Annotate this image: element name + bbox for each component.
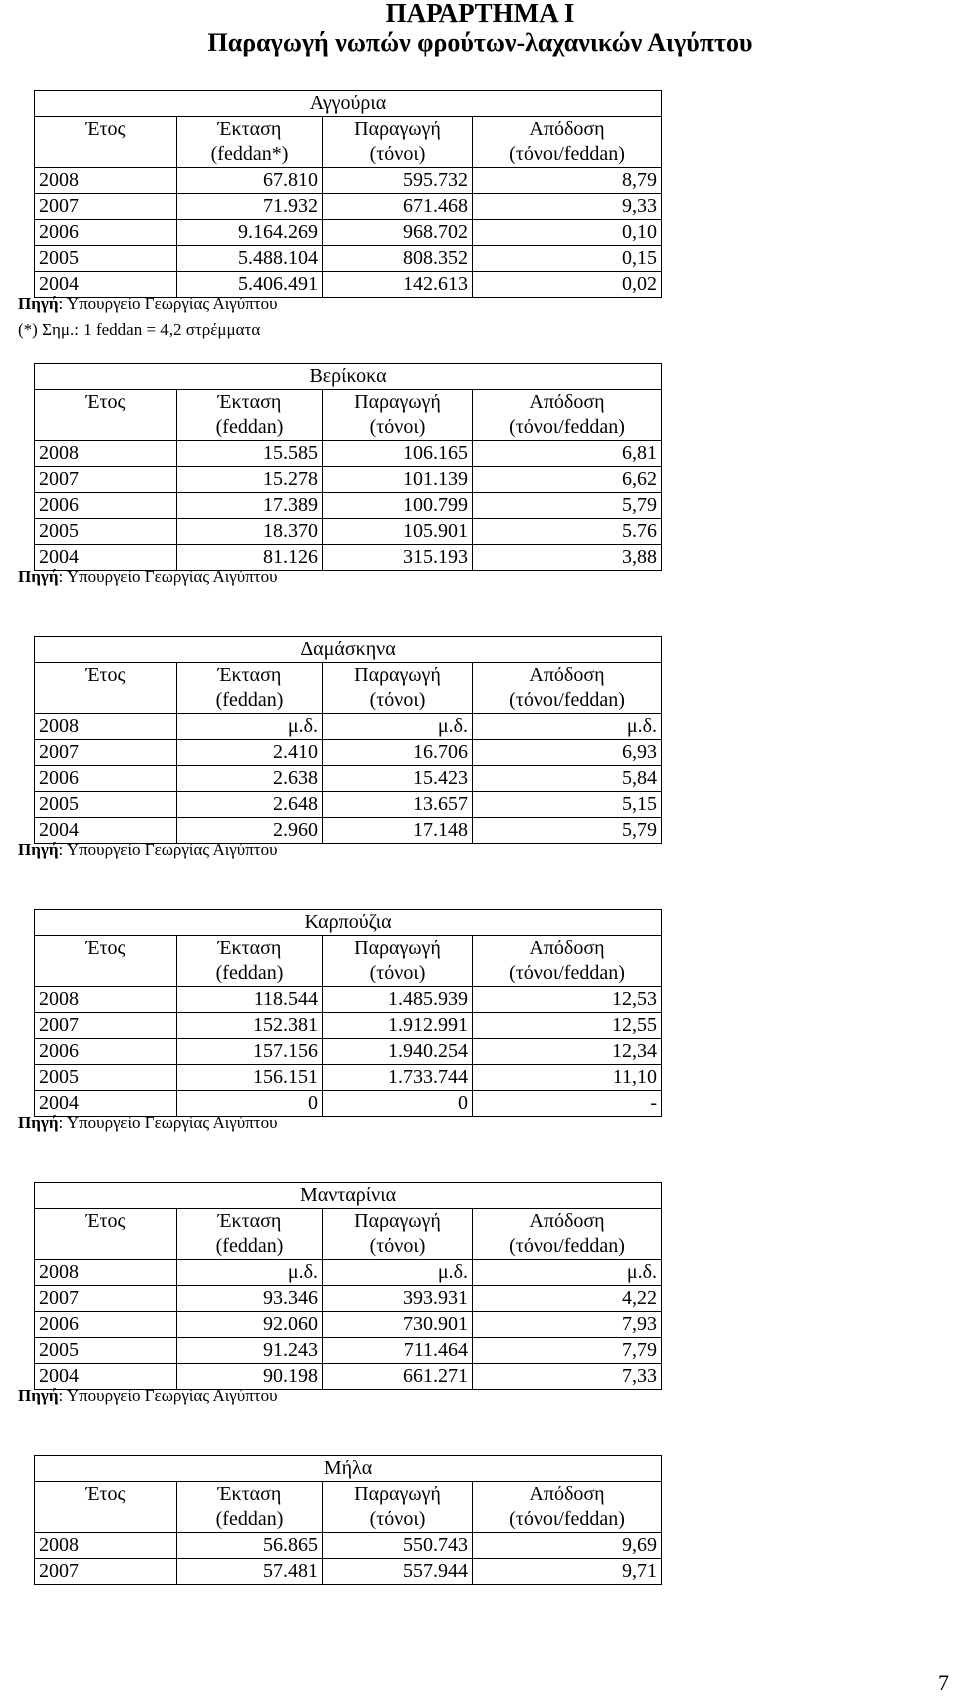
source-text: : Υπουργείο Γεωργίας Αιγύπτου — [58, 840, 278, 859]
cell-production: μ.δ. — [323, 714, 473, 740]
cell-area: 0 — [177, 1091, 323, 1117]
cell-year: 2004 — [35, 1364, 177, 1390]
cell-area: 5.488.104 — [177, 246, 323, 272]
source-label: Πηγή — [18, 1113, 59, 1132]
table-row — [35, 168, 662, 194]
table-row — [35, 1260, 662, 1286]
cell-year: 2007 — [35, 467, 177, 493]
table-row — [35, 1065, 662, 1091]
table-row — [35, 1013, 662, 1039]
cell-yield: 9,71 — [473, 1559, 662, 1585]
unit-area: (feddan) — [177, 415, 323, 441]
cell-yield: 4,22 — [473, 1286, 662, 1312]
table-title-row — [35, 1183, 662, 1209]
cell-yield: - — [473, 1091, 662, 1117]
cell-area: 67.810 — [177, 168, 323, 194]
source-note — [18, 1112, 278, 1134]
table-row — [35, 740, 662, 766]
cell-area: 2.648 — [177, 792, 323, 818]
cell-yield: 0,10 — [473, 220, 662, 246]
table-row — [35, 987, 662, 1013]
table-row — [35, 766, 662, 792]
cell-yield: 5,79 — [473, 493, 662, 519]
cell-year: 2006 — [35, 220, 177, 246]
unit-year-empty — [35, 1507, 177, 1533]
cell-yield: 6,62 — [473, 467, 662, 493]
cell-year: 2004 — [35, 1091, 177, 1117]
cell-area: 57.481 — [177, 1559, 323, 1585]
header-area: Έκταση — [177, 390, 323, 416]
header-yield: Απόδοση — [473, 936, 662, 962]
cell-year: 2006 — [35, 1312, 177, 1338]
cell-yield: 7,33 — [473, 1364, 662, 1390]
cell-area: 2.960 — [177, 818, 323, 844]
unit-production: (τόνοι) — [323, 961, 473, 987]
source-text: : Υπουργείο Γεωργίας Αιγύπτου — [58, 294, 278, 313]
cell-year: 2005 — [35, 792, 177, 818]
cell-production: 315.193 — [323, 545, 473, 571]
header-area: Έκταση — [177, 1209, 323, 1235]
cell-production: 557.944 — [323, 1559, 473, 1585]
cell-yield: 5,84 — [473, 766, 662, 792]
unit-production: (τόνοι) — [323, 1234, 473, 1260]
cell-area: 71.932 — [177, 194, 323, 220]
cell-area: 5.406.491 — [177, 272, 323, 298]
cell-yield: 8,79 — [473, 168, 662, 194]
cell-production: 1.733.744 — [323, 1065, 473, 1091]
table-title-row — [35, 364, 662, 390]
cell-area: 90.198 — [177, 1364, 323, 1390]
cell-area: 156.151 — [177, 1065, 323, 1091]
production-table — [34, 636, 662, 844]
unit-yield: (τόνοι/feddan) — [473, 142, 662, 168]
table-header-row — [35, 1209, 662, 1235]
table-units-row — [35, 1507, 662, 1533]
unit-area: (feddan) — [177, 688, 323, 714]
cell-production: 15.423 — [323, 766, 473, 792]
cell-year: 2005 — [35, 246, 177, 272]
cell-area: 152.381 — [177, 1013, 323, 1039]
cell-production: μ.δ. — [323, 1260, 473, 1286]
cell-year: 2004 — [35, 545, 177, 571]
unit-yield: (τόνοι/feddan) — [473, 688, 662, 714]
unit-year-empty — [35, 142, 177, 168]
page-number: 7 — [938, 1670, 949, 1695]
unit-yield: (τόνοι/feddan) — [473, 1507, 662, 1533]
header-year: Έτος — [35, 1209, 177, 1235]
cell-area: 18.370 — [177, 519, 323, 545]
cell-area: 118.544 — [177, 987, 323, 1013]
source-label: Πηγή — [18, 567, 59, 586]
unit-yield: (τόνοι/feddan) — [473, 961, 662, 987]
source-note — [18, 293, 278, 315]
header-yield: Απόδοση — [473, 1482, 662, 1508]
table-row — [35, 1286, 662, 1312]
table-row — [35, 493, 662, 519]
unit-yield: (τόνοι/feddan) — [473, 1234, 662, 1260]
table-header-row — [35, 936, 662, 962]
unit-area: (feddan) — [177, 1507, 323, 1533]
production-table — [34, 909, 662, 1117]
cell-area: 17.389 — [177, 493, 323, 519]
table-row — [35, 1039, 662, 1065]
unit-area: (feddan) — [177, 1234, 323, 1260]
table-row — [35, 1559, 662, 1585]
table-header-row — [35, 1482, 662, 1508]
cell-area: 93.346 — [177, 1286, 323, 1312]
table-header-row — [35, 663, 662, 689]
feddan-conversion-note: (*) Σημ.: 1 feddan = 4,2 στρέμματα — [18, 320, 261, 339]
cell-year: 2008 — [35, 1260, 177, 1286]
cell-year: 2006 — [35, 1039, 177, 1065]
product-name: Μανταρίνια — [35, 1183, 662, 1209]
cell-area: 92.060 — [177, 1312, 323, 1338]
table-units-row — [35, 415, 662, 441]
cell-area: μ.δ. — [177, 1260, 323, 1286]
table-row — [35, 519, 662, 545]
production-table — [34, 363, 662, 571]
table-row — [35, 246, 662, 272]
unit-production: (τόνοι) — [323, 1507, 473, 1533]
cell-yield: 0,02 — [473, 272, 662, 298]
cell-production: 106.165 — [323, 441, 473, 467]
table-units-row — [35, 142, 662, 168]
cell-production: 105.901 — [323, 519, 473, 545]
cell-yield: 5,79 — [473, 818, 662, 844]
cell-yield: 0,15 — [473, 246, 662, 272]
cell-yield: 5,15 — [473, 792, 662, 818]
cell-year: 2004 — [35, 272, 177, 298]
cell-area: 91.243 — [177, 1338, 323, 1364]
header-year: Έτος — [35, 1482, 177, 1508]
table-title-row — [35, 910, 662, 936]
production-table — [34, 1455, 662, 1585]
header-production: Παραγωγή — [323, 1209, 473, 1235]
source-note — [18, 566, 278, 588]
page-title: ΠΑΡΑΡΤΗΜΑ Ι — [385, 0, 575, 28]
cell-yield: μ.δ. — [473, 1260, 662, 1286]
product-name: Μήλα — [35, 1456, 662, 1482]
header-area: Έκταση — [177, 1482, 323, 1508]
source-text: : Υπουργείο Γεωργίας Αιγύπτου — [58, 1386, 278, 1405]
table-row — [35, 441, 662, 467]
table-units-row — [35, 1234, 662, 1260]
cell-production: 101.139 — [323, 467, 473, 493]
header-yield: Απόδοση — [473, 390, 662, 416]
cell-year: 2005 — [35, 1338, 177, 1364]
cell-yield: 6,81 — [473, 441, 662, 467]
product-name: Δαμάσκηνα — [35, 637, 662, 663]
source-label: Πηγή — [18, 294, 59, 313]
cell-yield: 6,93 — [473, 740, 662, 766]
cell-year: 2007 — [35, 194, 177, 220]
header-year: Έτος — [35, 390, 177, 416]
cell-year: 2008 — [35, 987, 177, 1013]
cell-production: 730.901 — [323, 1312, 473, 1338]
page-subtitle: Παραγωγή νωπών φρούτων-λαχανικών Αιγύπτου — [207, 28, 753, 57]
table-title-row — [35, 91, 662, 117]
source-text: : Υπουργείο Γεωργίας Αιγύπτου — [58, 1113, 278, 1132]
cell-production: 1.485.939 — [323, 987, 473, 1013]
production-table — [34, 1182, 662, 1390]
product-name: Αγγούρια — [35, 91, 662, 117]
table-title-row — [35, 637, 662, 663]
cell-production: 13.657 — [323, 792, 473, 818]
cell-year: 2007 — [35, 1286, 177, 1312]
table-row — [35, 1533, 662, 1559]
cell-production: 142.613 — [323, 272, 473, 298]
cell-area: 157.156 — [177, 1039, 323, 1065]
table-row — [35, 1338, 662, 1364]
cell-area: 9.164.269 — [177, 220, 323, 246]
cell-year: 2005 — [35, 519, 177, 545]
unit-year-empty — [35, 688, 177, 714]
header-production: Παραγωγή — [323, 663, 473, 689]
header-area: Έκταση — [177, 663, 323, 689]
cell-production: 393.931 — [323, 1286, 473, 1312]
cell-year: 2004 — [35, 818, 177, 844]
source-text: : Υπουργείο Γεωργίας Αιγύπτου — [58, 567, 278, 586]
cell-yield: 3,88 — [473, 545, 662, 571]
table-row — [35, 1312, 662, 1338]
cell-year: 2006 — [35, 493, 177, 519]
product-name: Καρπούζια — [35, 910, 662, 936]
cell-yield: 5.76 — [473, 519, 662, 545]
cell-yield: 9,33 — [473, 194, 662, 220]
cell-year: 2008 — [35, 441, 177, 467]
source-note — [18, 839, 278, 861]
cell-production: 711.464 — [323, 1338, 473, 1364]
cell-yield: 12,34 — [473, 1039, 662, 1065]
header-yield: Απόδοση — [473, 663, 662, 689]
header-yield: Απόδοση — [473, 117, 662, 143]
cell-production: 671.468 — [323, 194, 473, 220]
header-area: Έκταση — [177, 936, 323, 962]
table-row — [35, 220, 662, 246]
source-note — [18, 1385, 278, 1407]
cell-yield: 11,10 — [473, 1065, 662, 1091]
cell-area: 2.638 — [177, 766, 323, 792]
cell-production: 661.271 — [323, 1364, 473, 1390]
header-yield: Απόδοση — [473, 1209, 662, 1235]
source-label: Πηγή — [18, 840, 59, 859]
header-production: Παραγωγή — [323, 390, 473, 416]
cell-area: 15.585 — [177, 441, 323, 467]
cell-production: 808.352 — [323, 246, 473, 272]
cell-production: 550.743 — [323, 1533, 473, 1559]
production-table — [34, 90, 662, 298]
cell-yield: 7,79 — [473, 1338, 662, 1364]
cell-yield: 9,69 — [473, 1533, 662, 1559]
table-header-row — [35, 390, 662, 416]
table-units-row — [35, 961, 662, 987]
unit-yield: (τόνοι/feddan) — [473, 415, 662, 441]
unit-production: (τόνοι) — [323, 142, 473, 168]
unit-area: (feddan*) — [177, 142, 323, 168]
cell-production: 100.799 — [323, 493, 473, 519]
cell-area: 15.278 — [177, 467, 323, 493]
unit-production: (τόνοι) — [323, 688, 473, 714]
table-row — [35, 714, 662, 740]
cell-area: μ.δ. — [177, 714, 323, 740]
cell-yield: 12,53 — [473, 987, 662, 1013]
cell-yield: 12,55 — [473, 1013, 662, 1039]
header-year: Έτος — [35, 936, 177, 962]
unit-year-empty — [35, 961, 177, 987]
cell-area: 2.410 — [177, 740, 323, 766]
unit-area: (feddan) — [177, 961, 323, 987]
header-production: Παραγωγή — [323, 1482, 473, 1508]
table-row — [35, 194, 662, 220]
cell-year: 2008 — [35, 1533, 177, 1559]
header-production: Παραγωγή — [323, 936, 473, 962]
unit-year-empty — [35, 415, 177, 441]
table-units-row — [35, 688, 662, 714]
product-name: Βερίκοκα — [35, 364, 662, 390]
header-year: Έτος — [35, 117, 177, 143]
table-header-row — [35, 117, 662, 143]
cell-production: 0 — [323, 1091, 473, 1117]
cell-year: 2007 — [35, 1013, 177, 1039]
source-label: Πηγή — [18, 1386, 59, 1405]
cell-year: 2005 — [35, 1065, 177, 1091]
unit-production: (τόνοι) — [323, 415, 473, 441]
header-area: Έκταση — [177, 117, 323, 143]
table-row — [35, 792, 662, 818]
cell-yield: 7,93 — [473, 1312, 662, 1338]
header-year: Έτος — [35, 663, 177, 689]
unit-year-empty — [35, 1234, 177, 1260]
table-row — [35, 467, 662, 493]
header-production: Παραγωγή — [323, 117, 473, 143]
cell-area: 81.126 — [177, 545, 323, 571]
cell-production: 17.148 — [323, 818, 473, 844]
cell-production: 16.706 — [323, 740, 473, 766]
cell-year: 2008 — [35, 168, 177, 194]
cell-year: 2008 — [35, 714, 177, 740]
table-title-row — [35, 1456, 662, 1482]
cell-production: 1.940.254 — [323, 1039, 473, 1065]
cell-year: 2007 — [35, 740, 177, 766]
cell-year: 2006 — [35, 766, 177, 792]
cell-area: 56.865 — [177, 1533, 323, 1559]
cell-production: 1.912.991 — [323, 1013, 473, 1039]
cell-yield: μ.δ. — [473, 714, 662, 740]
cell-year: 2007 — [35, 1559, 177, 1585]
cell-production: 968.702 — [323, 220, 473, 246]
cell-production: 595.732 — [323, 168, 473, 194]
